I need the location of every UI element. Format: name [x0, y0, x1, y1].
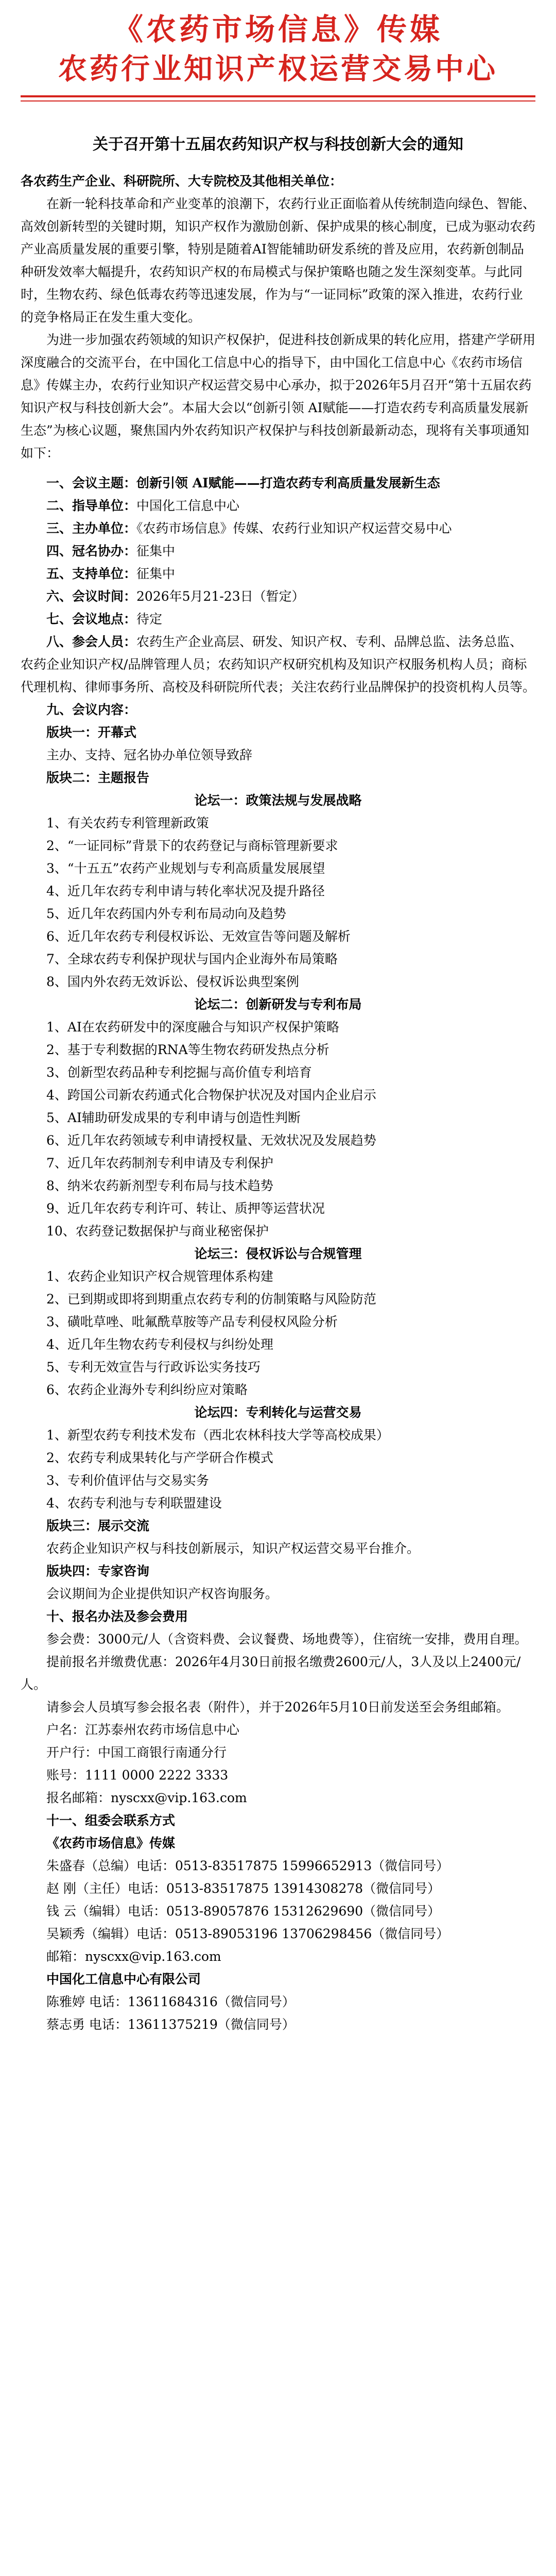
forum-topic: 4、近几年生物农药专利侵权与纠纷处理: [46, 1337, 273, 1352]
forum-topic: 1、农药企业知识产权合规管理体系构建: [46, 1269, 273, 1284]
agenda-block-text: 农药企业知识产权与科技创新展示，知识产权运营交易平台推介。: [46, 1541, 420, 1556]
intro-paragraph: 为进一步加强农药领域的知识产权保护，促进科技创新成果的转化应用，搭建产学研用深度融合的交流平台，在中国化工信息中心的指导下，由中国化工信息中心《农药市场信息》传媒主办，农药行业知识产权运营交易中心承办，拟于2026年5月召开“第十五届农药知识产权与科技创新大会”。本届大会以“创新引领 AI赋能——打造农药专利高质量发展新生态”为核心议题，聚焦国内外农药知识产权保护与科技创新最新动态，现将有关事项通知如下：: [21, 332, 536, 461]
organizer-email[interactable]: 邮箱：nyscxx@vip.163.com: [46, 1949, 221, 1964]
forum-topic: 3、专利价值评估与交易实务: [46, 1473, 209, 1488]
forum-title: 论坛四：专利转化与运营交易: [194, 1405, 362, 1420]
forum-topic: 1、AI在农药研发中的深度融合与知识产权保护策略: [46, 1020, 339, 1035]
forum-topic: 4、近几年农药专利申请与转化率状况及提升路径: [46, 884, 325, 899]
forum-topic: 5、近几年农药国内外专利布局动向及趋势: [46, 906, 286, 921]
item-label: 四、冠名协办：: [46, 544, 137, 558]
forum-topic: 7、近几年农药制剂专利申请及专利保护: [46, 1156, 273, 1171]
forum-topic: 5、专利无效宣告与行政诉讼实务技巧: [46, 1360, 260, 1375]
registration-heading: 十、报名办法及参会费用: [46, 1609, 188, 1624]
item-label: 一、会议主题：: [46, 476, 137, 490]
agenda-block-text: 主办、支持、冠名协办单位领导致辞: [46, 748, 253, 762]
contact-line: 蔡志勇 电话：13611375219（微信同号）: [46, 2017, 295, 2032]
forum-topic: 8、国内外农药无效诉讼、侵权诉讼典型案例: [46, 974, 299, 989]
forum-topic: 8、纳米农药新剂型专利布局与技术趋势: [46, 1178, 273, 1193]
registration-early: 提前报名并缴费优惠：2026年4月30日前报名缴费2600元/人，3人及以上2400元/人。: [21, 1654, 521, 1692]
organizer-name: 《农药市场信息》传媒: [46, 1836, 176, 1851]
organizer-heading: 十一、组委会联系方式: [46, 1813, 176, 1828]
forum-topic: 2、基于专利数据的RNA等生物农药研发热点分析: [46, 1042, 329, 1057]
forum-topic: 2、农药专利成果转化与产学研合作模式: [46, 1450, 273, 1465]
forum-topic: 1、有关农药专利管理新政策: [46, 816, 209, 831]
item-label: 三、主办单位：: [46, 521, 137, 536]
bank: 开户行：中国工商银行南通分行: [46, 1745, 227, 1760]
item-text: 2026年5月21-23日（暂定）: [136, 589, 305, 604]
masthead: [0, 0, 556, 86]
forum-topic: 9、近几年农药专利许可、转让、质押等运营状况: [46, 1201, 325, 1216]
contact-line: 朱盛春（总编）电话：0513-83517875 15996652913（微信同号）: [46, 1858, 449, 1873]
item-text: 征集中: [136, 544, 176, 558]
agenda-block-title: 版块一：开幕式: [46, 725, 137, 740]
contact-line: 钱 云（编辑）电话：0513-89057876 15312629690（微信同号）: [46, 1904, 441, 1919]
agenda-block-title: 版块二：主题报告: [46, 770, 150, 785]
item-text: 征集中: [136, 566, 176, 581]
item-label: 二、指导单位：: [46, 498, 137, 513]
intro-paragraph: 在新一轮科技革命和产业变革的浪潮下，农药行业正面临着从传统制造向绿色、智能、高效创新转型的关键时期，知识产权作为激励创新、保护成果的核心制度，已成为驱动农药产业高质量发展的重要引擎，特别是随着AI智能辅助研发系统的普及应用，农药新创制品种研发效率大幅提升，农药知识产权的布局模式与保护策略也随之发生深刻变革。与此同时，生物农药、绿色低毒农药等迅速发展，作为与“一证同标”政策的深入推进，农药行业的竞争格局正在发生重大变化。: [21, 196, 536, 325]
registration-fee: 参会费：3000元/人（含资料费、会议餐费、场地费等），住宿统一安排，费用自理。: [46, 1632, 528, 1647]
item-label: 八、参会人员：: [46, 634, 137, 649]
forum-topic: 2、已到期或即将到期重点农药专利的仿制策略与风险防范: [46, 1292, 376, 1307]
contact-line: 陈雅婷 电话：13611684316（微信同号）: [46, 1994, 295, 2009]
forum-topic: 4、农药专利池与专利联盟建设: [46, 1496, 222, 1511]
item-text: 农药生产企业高层、研发、知识产权、专利、品牌总监、法务总监、农药企业知识产权/品牌管理人员；农药知识产权研究机构及知识产权服务机构人员；商标代理机构、律师事务所、高校及科研院所代表；关注农药行业品牌保护的投资机构人员等。: [21, 634, 536, 694]
item-label: 五、支持单位：: [46, 566, 137, 581]
contact-line: 赵 刚（主任）电话：0513-83517875 13914308278（微信同号）: [46, 1881, 441, 1896]
notice-body: [21, 170, 535, 2036]
forum-title: 论坛一：政策法规与发展战略: [194, 793, 362, 808]
item-label: 七、会议地点：: [46, 612, 137, 626]
salutation: 各农药生产企业、科研院所、大专院校及其他相关单位：: [21, 174, 343, 189]
item-text: 中国化工信息中心: [136, 498, 240, 513]
item-text: 创新引领 AI赋能——打造农药专利高质量发展新生态: [136, 476, 440, 490]
masthead-line1: 《农药市场信息》传媒: [113, 12, 443, 47]
forum-topic: 6、近几年农药领域专利申请授权量、无效状况及发展趋势: [46, 1133, 376, 1148]
item-label: 九、会议内容：: [46, 702, 137, 717]
agenda-block-title: 版块三：展示交流: [46, 1518, 150, 1533]
forum-topic: 2、“一证同标”背景下的农药登记与商标管理新要求: [46, 838, 338, 853]
registration-email[interactable]: 报名邮箱：nyscxx@vip.163.com: [46, 1790, 247, 1805]
forum-topic: 3、“十五五”农药产业规划与专利高质量发展展望: [46, 861, 325, 876]
forum-topic: 3、创新型农药品种专利挖掘与高价值专利培育: [46, 1065, 312, 1080]
forum-topic: 3、磺吡草唑、吡氟酰草胺等产品专利侵权风险分析: [46, 1314, 338, 1329]
forum-topic: 7、全球农药专利保护现状与国内企业海外布局策略: [46, 952, 338, 967]
item-text: 待定: [136, 612, 163, 626]
forum-title: 论坛二：创新研发与专利布局: [194, 997, 362, 1012]
notice-title: 关于召开第十五届农药知识产权与科技创新大会的通知: [93, 135, 463, 154]
red-rule: [21, 95, 535, 97]
registration-note: 请参会人员填写参会报名表（附件），并于2026年5月10日前发送至会务组邮箱。: [46, 1700, 509, 1715]
red-rule-thin: [21, 100, 535, 101]
bank-name: 户名：江苏泰州农药市场信息中心: [46, 1722, 240, 1737]
masthead-line2: 农药行业知识产权运营交易中心: [58, 53, 498, 86]
forum-topic: 6、近几年农药专利侵权诉讼、无效宣告等问题及解析: [46, 929, 351, 944]
forum-topic: 4、跨国公司新农药通式化合物保护状况及对国内企业启示: [46, 1088, 376, 1103]
forum-topic: 6、农药企业海外专利纠纷应对策略: [46, 1382, 248, 1397]
forum-topic: 10、农药登记数据保护与商业秘密保护: [46, 1224, 269, 1239]
item-text: 《农药市场信息》传媒、农药行业知识产权运营交易中心: [136, 521, 452, 536]
item-label: 六、会议时间：: [46, 589, 137, 604]
forum-topic: 5、AI辅助研发成果的专利申请与创造性判断: [46, 1110, 301, 1125]
agenda-block-text: 会议期间为企业提供知识产权咨询服务。: [46, 1586, 279, 1601]
account: 账号：1111 0000 2222 3333: [46, 1768, 229, 1783]
agenda-block-title: 版块四：专家咨询: [46, 1564, 150, 1579]
forum-title: 论坛三：侵权诉讼与合规管理: [194, 1246, 362, 1261]
contact-line: 吴颖秀（编辑）电话：0513-89053196 13706298456（微信同号）: [46, 1926, 449, 1941]
organizer-name: 中国化工信息中心有限公司: [46, 1972, 201, 1987]
forum-topic: 1、新型农药专利技术发布（西北农林科技大学等高校成果）: [46, 1428, 389, 1443]
